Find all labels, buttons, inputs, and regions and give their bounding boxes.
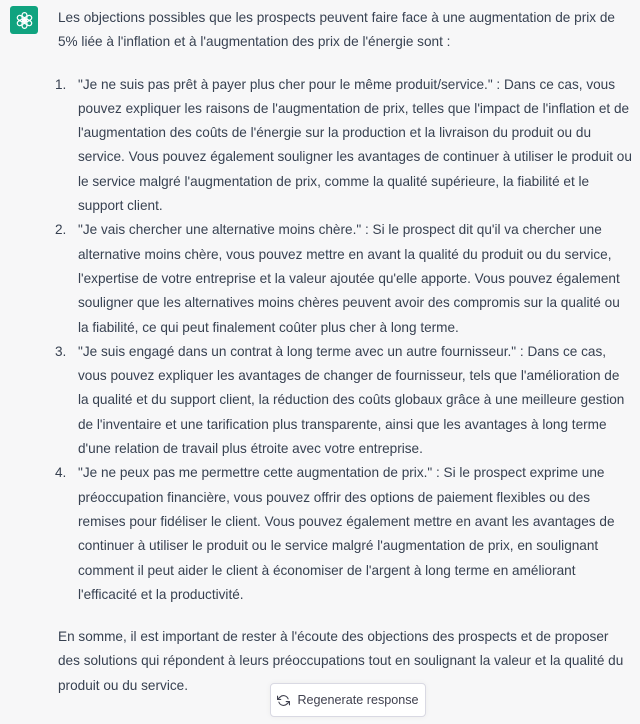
list-item-number: 1. bbox=[55, 76, 67, 92]
list-item-text: "Je ne suis pas prêt à payer plus cher pour le même produit/service." : Dans ce cas, vous pouvez expliquer les raisons de l'augmentation de prix, telles que l'impact de l'inflation et de l'augmentation des coûts de l'énergie sur la production et la livraison du produit ou du service. Vous pouvez également souligner les avantages de continuer à utiliser le produit ou le service malgré l'augmentation de prix, comme la qualité supérieure, la fiabilité et le support client. bbox=[78, 76, 632, 214]
message-outro: En somme, il est important de rester à l'écoute des objections des prospects et de proposer des solutions qui répondent à leurs préoccupations tout en soulignant la valeur et la qualité du produit ou du service. bbox=[58, 629, 624, 693]
list-item-text: "Je suis engagé dans un contrat à long terme avec un autre fournisseur." : Dans ce cas, vous pouvez expliquer les avantages de changer de fournisseur, tels que l'amélioration de la qualité et du support client, la réduction des coûts globaux grâce à une meilleure gestion de l'inventaire et une tarification plus transparente, ainsi que les avantages à long terme d'une relation de travail plus étroite avec votre entreprise. bbox=[78, 343, 625, 457]
list-item-number: 4. bbox=[55, 465, 67, 481]
list-item-number: 2. bbox=[55, 222, 67, 238]
list-item-text: "Je ne peux pas me permettre cette augmentation de prix." : Si le prospect exprime une préoccupation financière, vous pouvez offrir des options de paiement flexibles ou des remises pour fidéliser le client. Vous pouvez également mettre en avant les avantages de continuer à utiliser le produit ou le service malgré l'augmentation de prix, en soulignant comment il peut aider le client à économiser de l'argent à long terme en améliorant l'efficacité et la productivité. bbox=[78, 465, 615, 602]
message-intro: Les objections possibles que les prospects peuvent faire face à une augmentation de prix de 5% liée à l'inflation et à l'augmentation des prix de l'énergie sont : bbox=[58, 10, 615, 50]
openai-logo-icon bbox=[15, 11, 34, 30]
refresh-icon bbox=[277, 694, 290, 707]
assistant-message bbox=[55, 6, 632, 698]
assistant-avatar bbox=[10, 6, 38, 34]
list-item-text: "Je vais chercher une alternative moins chère." : Si le prospect dit qu'il va chercher une alternative moins chère, vous pouvez mettre en avant la qualité du produit ou du service, l'expertise de votre entreprise et la valeur ajoutée qu'elle apporte. Vous pouvez également souligner que les alternatives moins chères peuvent avoir des compromis sur la qualité ou la fiabilité, ce qui peut finalement coûter plus cher à long terme. bbox=[78, 222, 620, 335]
list-item-number: 3. bbox=[55, 343, 67, 359]
list-item bbox=[55, 218, 632, 339]
regenerate-response-button[interactable] bbox=[270, 683, 426, 717]
objection-list bbox=[55, 73, 632, 608]
regenerate-label: Regenerate response bbox=[297, 693, 419, 707]
list-item bbox=[55, 461, 632, 607]
list-item bbox=[55, 340, 632, 461]
list-item bbox=[55, 73, 632, 219]
